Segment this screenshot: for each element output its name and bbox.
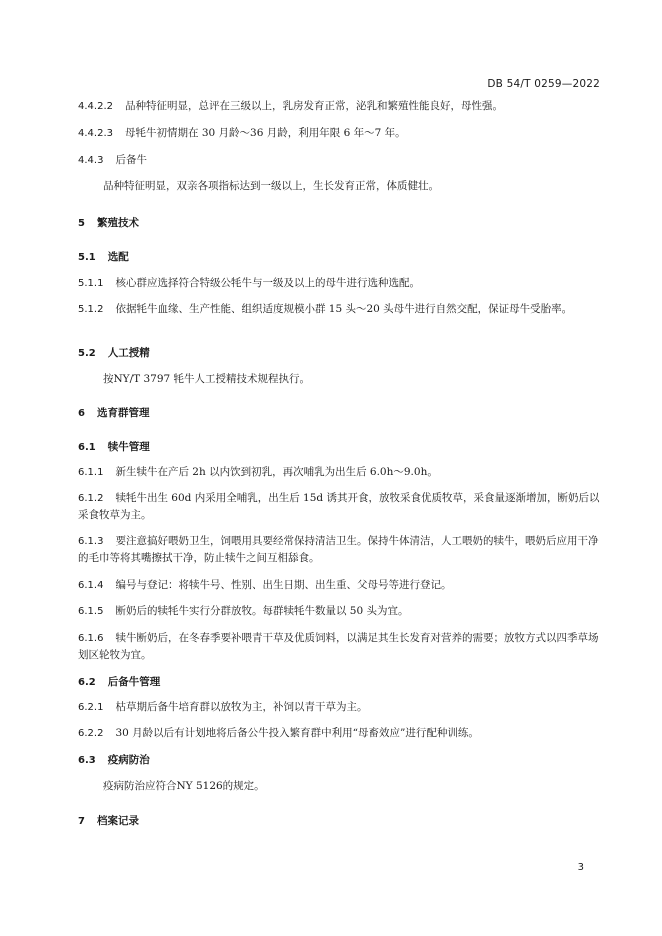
clause-4-4-2-2 bbox=[78, 98, 608, 115]
clause-text: 母牦牛初情期在 30 月龄～36 月龄，利用年限 6 年～7 年。 bbox=[125, 127, 406, 139]
clause-6-1-1 bbox=[78, 464, 608, 481]
clause-6-1-3 bbox=[78, 533, 608, 567]
clause-number: 6.2.2 bbox=[78, 728, 104, 739]
clause-4-4-3 bbox=[78, 152, 608, 169]
section-title: 选育群管理 bbox=[96, 407, 150, 419]
section-6-1-heading bbox=[78, 439, 608, 456]
paragraph-text: 疫病防治应符合NY 5126的规定。 bbox=[103, 780, 265, 792]
section-title: 人工授精 bbox=[107, 347, 150, 359]
section-title: 繁殖技术 bbox=[96, 217, 139, 229]
clause-5-1-1 bbox=[78, 275, 608, 292]
clause-number: 6.1.4 bbox=[78, 580, 104, 591]
clause-text: 新生犊牛在产后 2h 以内饮到初乳，再次哺乳为出生后 6.0h～9.0h。 bbox=[115, 466, 438, 478]
clause-number: 6.1.6 bbox=[78, 633, 104, 644]
section-number: 7 bbox=[78, 816, 85, 827]
clause-text: 品种特征明显，总评在三级以上，乳房发育正常，泌乳和繁殖性能良好，母性强。 bbox=[125, 100, 503, 112]
section-number: 6 bbox=[78, 408, 85, 419]
clause-number: 4.4.2.2 bbox=[78, 101, 113, 112]
clause-number: 5.1.2 bbox=[78, 304, 104, 315]
clause-number: 6.1.3 bbox=[78, 536, 104, 547]
section-6-3-heading bbox=[78, 752, 608, 769]
clause-6-1-6 bbox=[78, 630, 608, 664]
clause-title: 后备牛 bbox=[115, 154, 147, 166]
clause-text: 枯草期后备牛培育群以放牧为主，补饲以青干草为主。 bbox=[115, 701, 368, 713]
section-6-2-heading bbox=[78, 674, 608, 691]
section-number: 5.2 bbox=[78, 348, 96, 359]
clause-text: 编号与登记：将犊牛号、性别、出生日期、出生重、父母号等进行登记。 bbox=[115, 579, 452, 591]
paragraph-text: 品种特征明显，双亲各项指标达到一级以上，生长发育正常，体质健壮。 bbox=[103, 180, 439, 192]
clause-6-2-2 bbox=[78, 725, 608, 742]
section-number: 6.2 bbox=[78, 677, 96, 688]
clause-text: 依据牦牛血缘、生产性能、组织适度规模小群 15 头～20 头母牛进行自然交配，保证母牛受胎率。 bbox=[115, 303, 573, 315]
clause-number: 6.1.5 bbox=[78, 606, 104, 617]
section-6-heading bbox=[78, 405, 608, 422]
clause-6-2-1 bbox=[78, 699, 608, 716]
section-number: 5.1 bbox=[78, 252, 96, 263]
clause-6-1-2 bbox=[78, 490, 608, 524]
section-number: 6.1 bbox=[78, 442, 96, 453]
clause-number: 4.4.2.3 bbox=[78, 128, 113, 139]
clause-text: 30 月龄以后有计划地将后备公牛投入繁育群中利用“母畜效应”进行配种训练。 bbox=[115, 727, 479, 739]
page-number: 3 bbox=[577, 862, 584, 873]
clause-4-4-2-3 bbox=[78, 125, 608, 142]
clause-number: 6.2.1 bbox=[78, 702, 104, 713]
clause-6-1-4 bbox=[78, 577, 608, 594]
section-number: 6.3 bbox=[78, 755, 96, 766]
paragraph-text: 按NY/T 3797 牦牛人工授精技术规程执行。 bbox=[103, 373, 311, 385]
clause-6-1-5 bbox=[78, 603, 608, 620]
section-5-heading bbox=[78, 215, 608, 232]
section-title: 犊牛管理 bbox=[107, 441, 150, 453]
clause-text: 核心群应选择符合特级公牦牛与一级及以上的母牛进行选种选配。 bbox=[115, 277, 420, 289]
paragraph-6-3 bbox=[103, 778, 608, 795]
paragraph-5-2 bbox=[103, 371, 608, 388]
section-title: 档案记录 bbox=[96, 815, 139, 827]
paragraph-4-4-3 bbox=[103, 178, 608, 195]
section-number: 5 bbox=[78, 218, 85, 229]
section-5-1-heading bbox=[78, 249, 608, 266]
section-5-2-heading bbox=[78, 345, 608, 362]
clause-number: 6.1.1 bbox=[78, 467, 104, 478]
clause-number: 6.1.2 bbox=[78, 493, 104, 504]
document-code: DB 54/T 0259—2022 bbox=[487, 78, 600, 90]
clause-5-1-2 bbox=[78, 301, 608, 318]
section-7-heading bbox=[78, 813, 608, 830]
section-title: 后备牛管理 bbox=[107, 676, 161, 688]
clause-text: 犊牛断奶后，在冬春季要补喂青干草及优质饲料，以满足其生长发育对营养的需要；放牧方式以四季草场划区轮牧为宜。 bbox=[78, 632, 599, 661]
clause-text: 断奶后的犊牦牛实行分群放牧。每群犊牦牛数量以 50 头为宜。 bbox=[115, 605, 409, 617]
section-title: 选配 bbox=[107, 251, 129, 263]
clause-text: 要注意搞好喂奶卫生，饲喂用具要经常保持清洁卫生。保持牛体清洁，人工喂奶的犊牛，喂奶后应用干净的毛巾等将其嘴擦拭干净，防止犊牛之间互相舔食。 bbox=[78, 535, 599, 564]
clause-number: 4.4.3 bbox=[78, 155, 104, 166]
clause-number: 5.1.1 bbox=[78, 278, 104, 289]
section-title: 疫病防治 bbox=[107, 754, 150, 766]
clause-text: 犊牦牛出生 60d 内采用全哺乳，出生后 15d 诱其开食，放牧采食优质牧草，采食量逐渐增加，断奶后以采食牧草为主。 bbox=[78, 492, 600, 521]
